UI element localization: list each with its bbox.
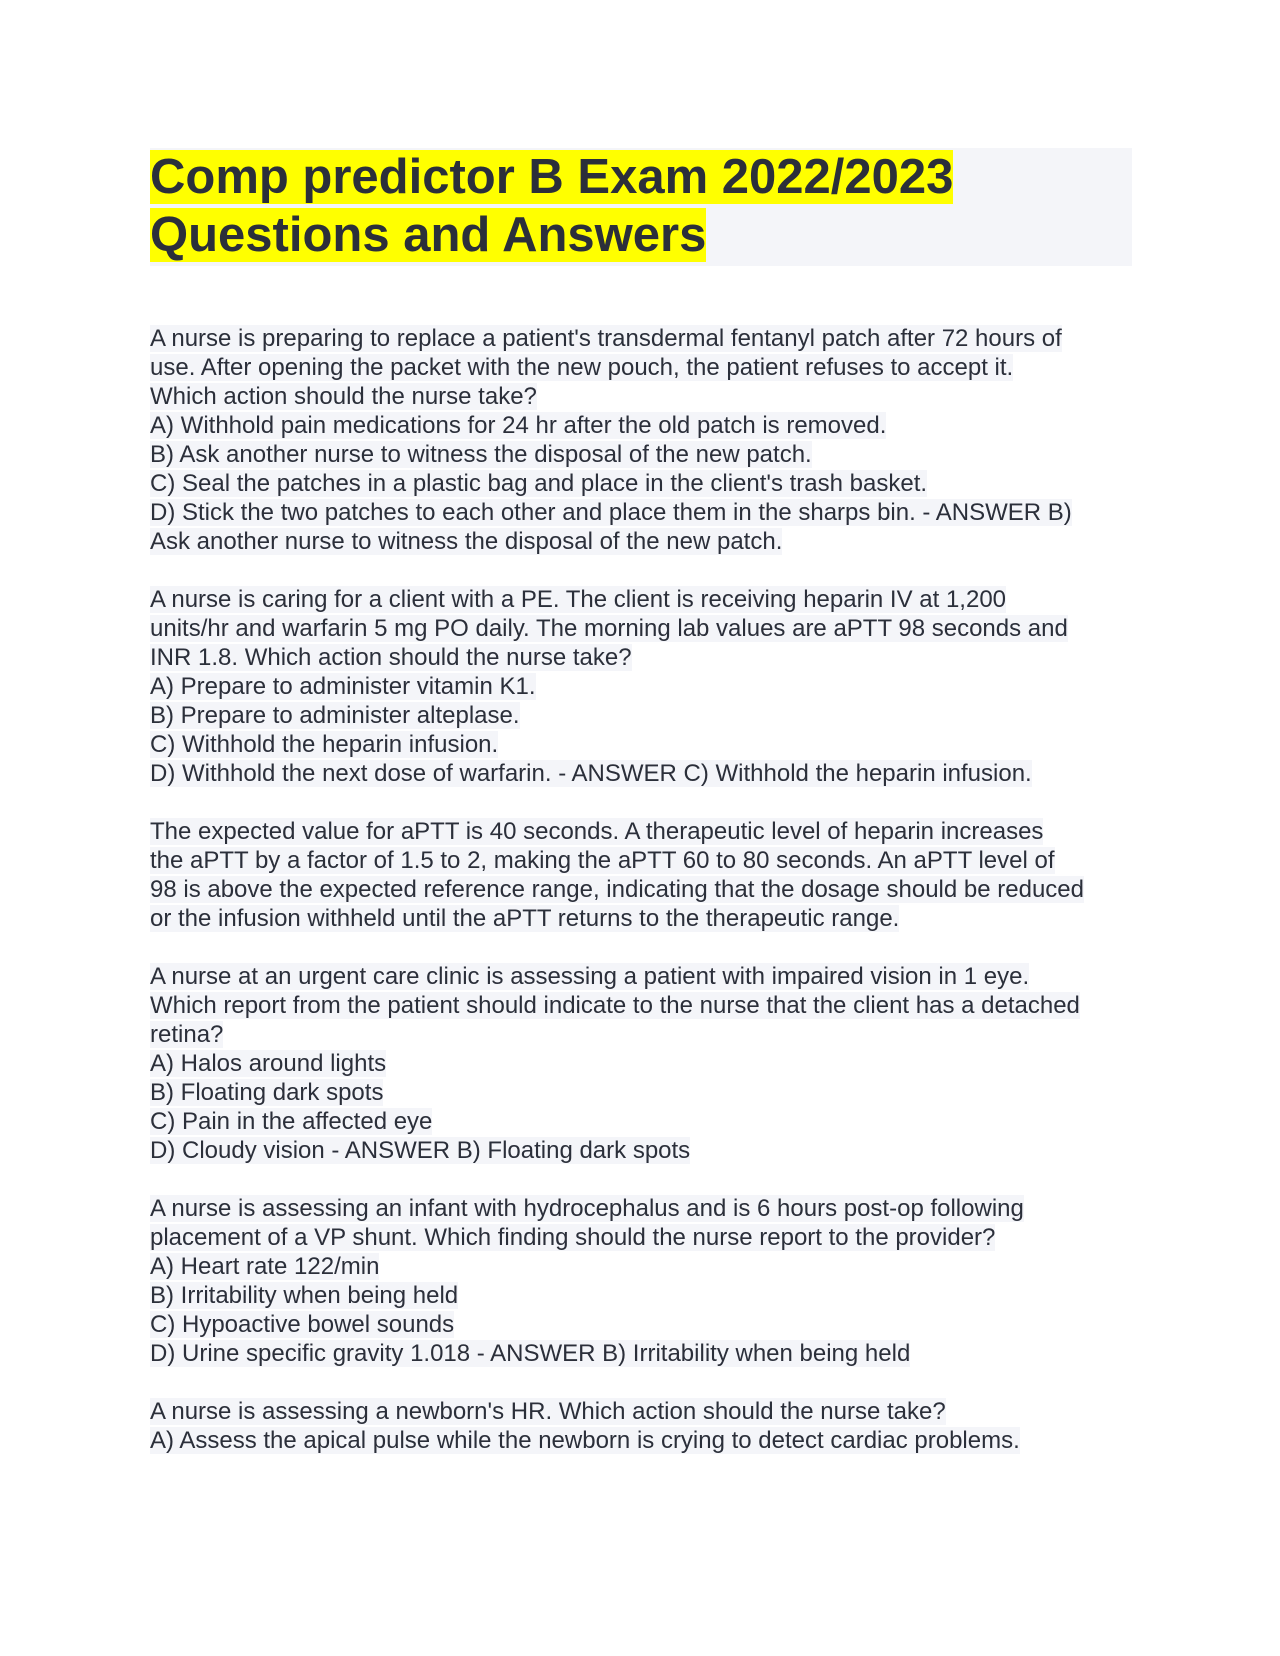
- question-block: [150, 1194, 1132, 1368]
- text-line-content: C) Pain in the affected eye: [150, 1108, 433, 1135]
- text-line: [150, 1078, 1132, 1107]
- text-line-content: C) Withhold the heparin infusion.: [150, 731, 499, 758]
- text-line: [150, 1136, 1132, 1165]
- text-line-content: placement of a VP shunt. Which finding should the nurse report to the provider?: [150, 1224, 996, 1251]
- text-line-content: A) Prepare to administer vitamin K1.: [150, 673, 536, 700]
- text-line-content: D) Stick the two patches to each other and place them in the sharps bin. - ANSWER B): [150, 499, 1072, 526]
- text-line-content: the aPTT by a factor of 1.5 to 2, making the aPTT 60 to 80 seconds. An aPTT level of: [150, 847, 1055, 874]
- text-line: [150, 730, 1132, 759]
- title-line-2: Questions and Answers: [150, 208, 707, 262]
- text-line-content: B) Ask another nurse to witness the disposal of the new patch.: [150, 441, 812, 468]
- text-line: [150, 1281, 1132, 1310]
- text-line: [150, 1049, 1132, 1078]
- text-line: [150, 846, 1132, 875]
- text-line-content: A) Heart rate 122/min: [150, 1253, 380, 1280]
- text-line-content: 98 is above the expected reference range, indicating that the dosage should be reduced: [150, 876, 1084, 903]
- text-line: [150, 440, 1132, 469]
- text-line-content: C) Seal the patches in a plastic bag and place in the client's trash basket.: [150, 470, 928, 497]
- question-block: [150, 962, 1132, 1165]
- text-line: [150, 817, 1132, 846]
- text-line-content: use. After opening the packet with the new pouch, the patient refuses to accept it.: [150, 354, 1014, 381]
- question-block: [150, 817, 1132, 933]
- text-line: [150, 875, 1132, 904]
- text-line: [150, 701, 1132, 730]
- text-line-content: A) Withhold pain medications for 24 hr after the old patch is removed.: [150, 412, 887, 439]
- text-line-content: D) Cloudy vision - ANSWER B) Floating dark spots: [150, 1137, 691, 1164]
- text-line-content: B) Irritability when being held: [150, 1282, 459, 1309]
- question-block: [150, 585, 1132, 788]
- text-line-content: INR 1.8. Which action should the nurse take?: [150, 644, 632, 671]
- text-line-content: A nurse is assessing a newborn's HR. Which action should the nurse take?: [150, 1398, 946, 1425]
- text-line-content: or the infusion withheld until the aPTT returns to the therapeutic range.: [150, 905, 900, 932]
- text-line-content: retina?: [150, 1021, 224, 1048]
- text-line: [150, 585, 1132, 614]
- title-block: [150, 148, 1132, 266]
- text-line-content: C) Hypoactive bowel sounds: [150, 1311, 455, 1338]
- title-line-1: Comp predictor B Exam 2022/2023: [150, 150, 954, 204]
- question-block: [150, 324, 1132, 556]
- text-line: [150, 353, 1132, 382]
- text-line-content: Ask another nurse to witness the disposal of the new patch.: [150, 528, 783, 555]
- text-line-content: units/hr and warfarin 5 mg PO daily. The morning lab values are aPTT 98 seconds and: [150, 615, 1068, 642]
- text-line: [150, 1397, 1132, 1426]
- text-line-content: Which action should the nurse take?: [150, 383, 537, 410]
- text-line-content: A nurse is assessing an infant with hydrocephalus and is 6 hours post-op following: [150, 1195, 1024, 1222]
- text-line: [150, 324, 1132, 353]
- text-line: [150, 1194, 1132, 1223]
- text-line: [150, 962, 1132, 991]
- document-body: [150, 324, 1132, 1455]
- text-line-content: B) Floating dark spots: [150, 1079, 384, 1106]
- question-block: [150, 1397, 1132, 1455]
- text-line: [150, 614, 1132, 643]
- text-line-content: A nurse is preparing to replace a patient's transdermal fentanyl patch after 72 hours of: [150, 325, 1062, 352]
- page-title: [150, 148, 1132, 264]
- text-line-content: A) Assess the apical pulse while the newborn is crying to detect cardiac problems.: [150, 1427, 1020, 1454]
- text-line: [150, 469, 1132, 498]
- text-line: [150, 991, 1132, 1020]
- text-line-content: Which report from the patient should indicate to the nurse that the client has a detached: [150, 992, 1080, 1019]
- text-line: [150, 759, 1132, 788]
- text-line: [150, 1020, 1132, 1049]
- text-line-content: A nurse at an urgent care clinic is assessing a patient with impaired vision in 1 eye.: [150, 963, 1030, 990]
- text-line: [150, 904, 1132, 933]
- text-line: [150, 498, 1132, 527]
- text-line: [150, 643, 1132, 672]
- text-line-content: A nurse is caring for a client with a PE. The client is receiving heparin IV at 1,200: [150, 586, 1007, 613]
- text-line: [150, 382, 1132, 411]
- text-line-content: D) Urine specific gravity 1.018 - ANSWER B) Irritability when being held: [150, 1340, 911, 1367]
- text-line: [150, 672, 1132, 701]
- text-line-content: B) Prepare to administer alteplase.: [150, 702, 520, 729]
- text-line-content: D) Withhold the next dose of warfarin. - ANSWER C) Withhold the heparin infusion.: [150, 760, 1032, 787]
- text-line: [150, 1339, 1132, 1368]
- text-line: [150, 1426, 1132, 1455]
- text-line-content: A) Halos around lights: [150, 1050, 387, 1077]
- text-line-content: The expected value for aPTT is 40 seconds. A therapeutic level of heparin increases: [150, 818, 1044, 845]
- text-line: [150, 527, 1132, 556]
- text-line: [150, 1107, 1132, 1136]
- document-page: [150, 148, 1132, 1484]
- text-line: [150, 411, 1132, 440]
- text-line: [150, 1310, 1132, 1339]
- text-line: [150, 1223, 1132, 1252]
- text-line: [150, 1252, 1132, 1281]
